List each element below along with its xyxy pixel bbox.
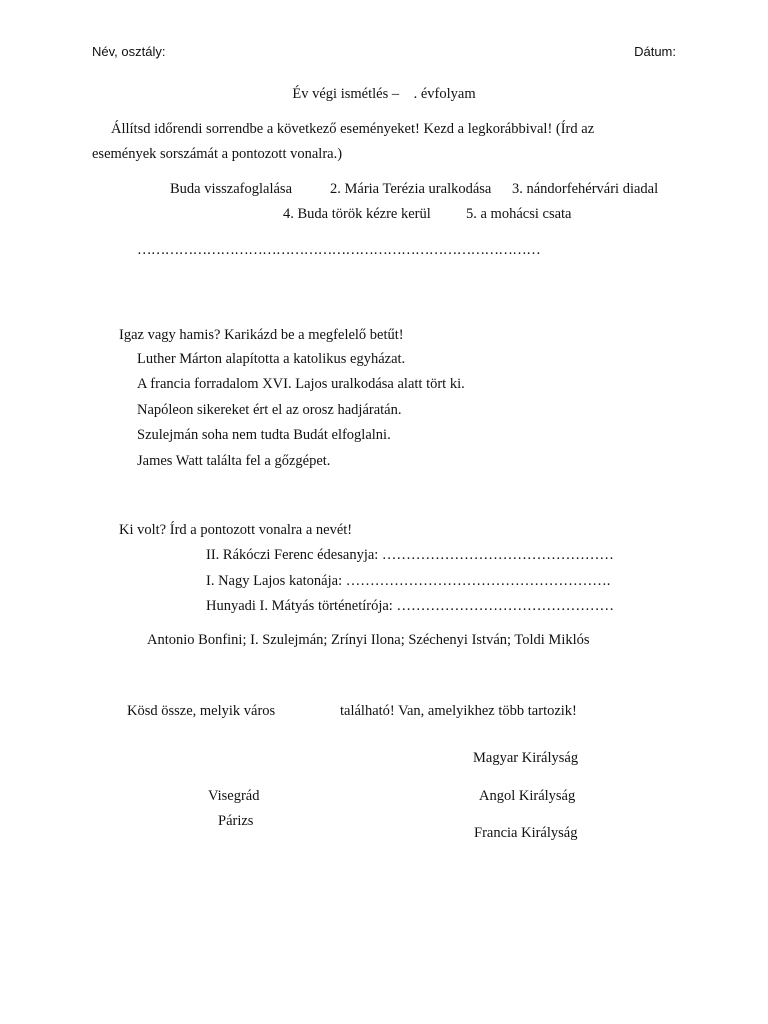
question-item[interactable]: II. Rákóczi Ferenc édesanyja: ………………………………………… xyxy=(206,547,614,563)
task1-instruction-line2: események sorszámát a pontozott vonalra.) xyxy=(92,146,343,162)
event-item: 4. Buda török kézre kerül xyxy=(283,206,431,222)
event-item: 3. nándorfehérvári diadal xyxy=(512,181,659,197)
statement-item: Szulejmán soha nem tudta Budát elfoglalni. xyxy=(137,427,391,443)
statement-item: James Watt találta fel a gőzgépet. xyxy=(137,453,331,469)
kingdom-item[interactable]: Magyar Királyság xyxy=(473,750,579,766)
task3-heading: Ki volt? Írd a pontozott vonalra a nevét! xyxy=(119,522,353,538)
date-label: Dátum: xyxy=(634,44,676,59)
name-options: Antonio Bonfini; I. Szulejmán; Zrínyi Ilona; Széchenyi István; Toldi Miklós xyxy=(147,632,590,648)
name-class-label: Név, osztály: xyxy=(92,44,166,59)
kingdom-item[interactable]: Angol Királyság xyxy=(479,788,576,804)
statement-item: Luther Márton alapította a katolikus egyházat. xyxy=(137,351,406,367)
task1-instruction-line1: Állítsd időrendi sorrendbe a következő eseményeket! Kezd a legkorábbival! (Írd az xyxy=(111,121,595,137)
city-item[interactable]: Visegrád xyxy=(208,788,260,804)
statement-item: A francia forradalom XVI. Lajos uralkodása alatt tört ki. xyxy=(137,376,465,392)
task4-heading-left: Kösd össze, melyik város xyxy=(127,703,276,719)
city-item[interactable]: Párizs xyxy=(218,813,254,829)
statement-item: Napóleon sikereket ért el az orosz hadjáratán. xyxy=(137,402,402,418)
answer-dotted-line[interactable]: …………………………………………………………………………… xyxy=(137,242,541,258)
event-item: 5. a mohácsi csata xyxy=(466,206,572,222)
event-item: 2. Mária Terézia uralkodása xyxy=(330,181,492,197)
question-item[interactable]: I. Nagy Lajos katonája: ………………………………………………. xyxy=(206,573,611,589)
event-item: Buda visszafoglalása xyxy=(170,181,293,197)
task4-heading-right: található! Van, amelyikhez több tartozik! xyxy=(340,703,577,719)
question-item[interactable]: Hunyadi I. Mátyás történetírója: ……………………………………… xyxy=(206,598,614,614)
kingdom-item[interactable]: Francia Királyság xyxy=(474,825,578,841)
task2-heading: Igaz vagy hamis? Karikázd be a megfelelő betűt! xyxy=(119,327,404,343)
worksheet-title: Év végi ismétlés – . évfolyam xyxy=(292,86,476,102)
